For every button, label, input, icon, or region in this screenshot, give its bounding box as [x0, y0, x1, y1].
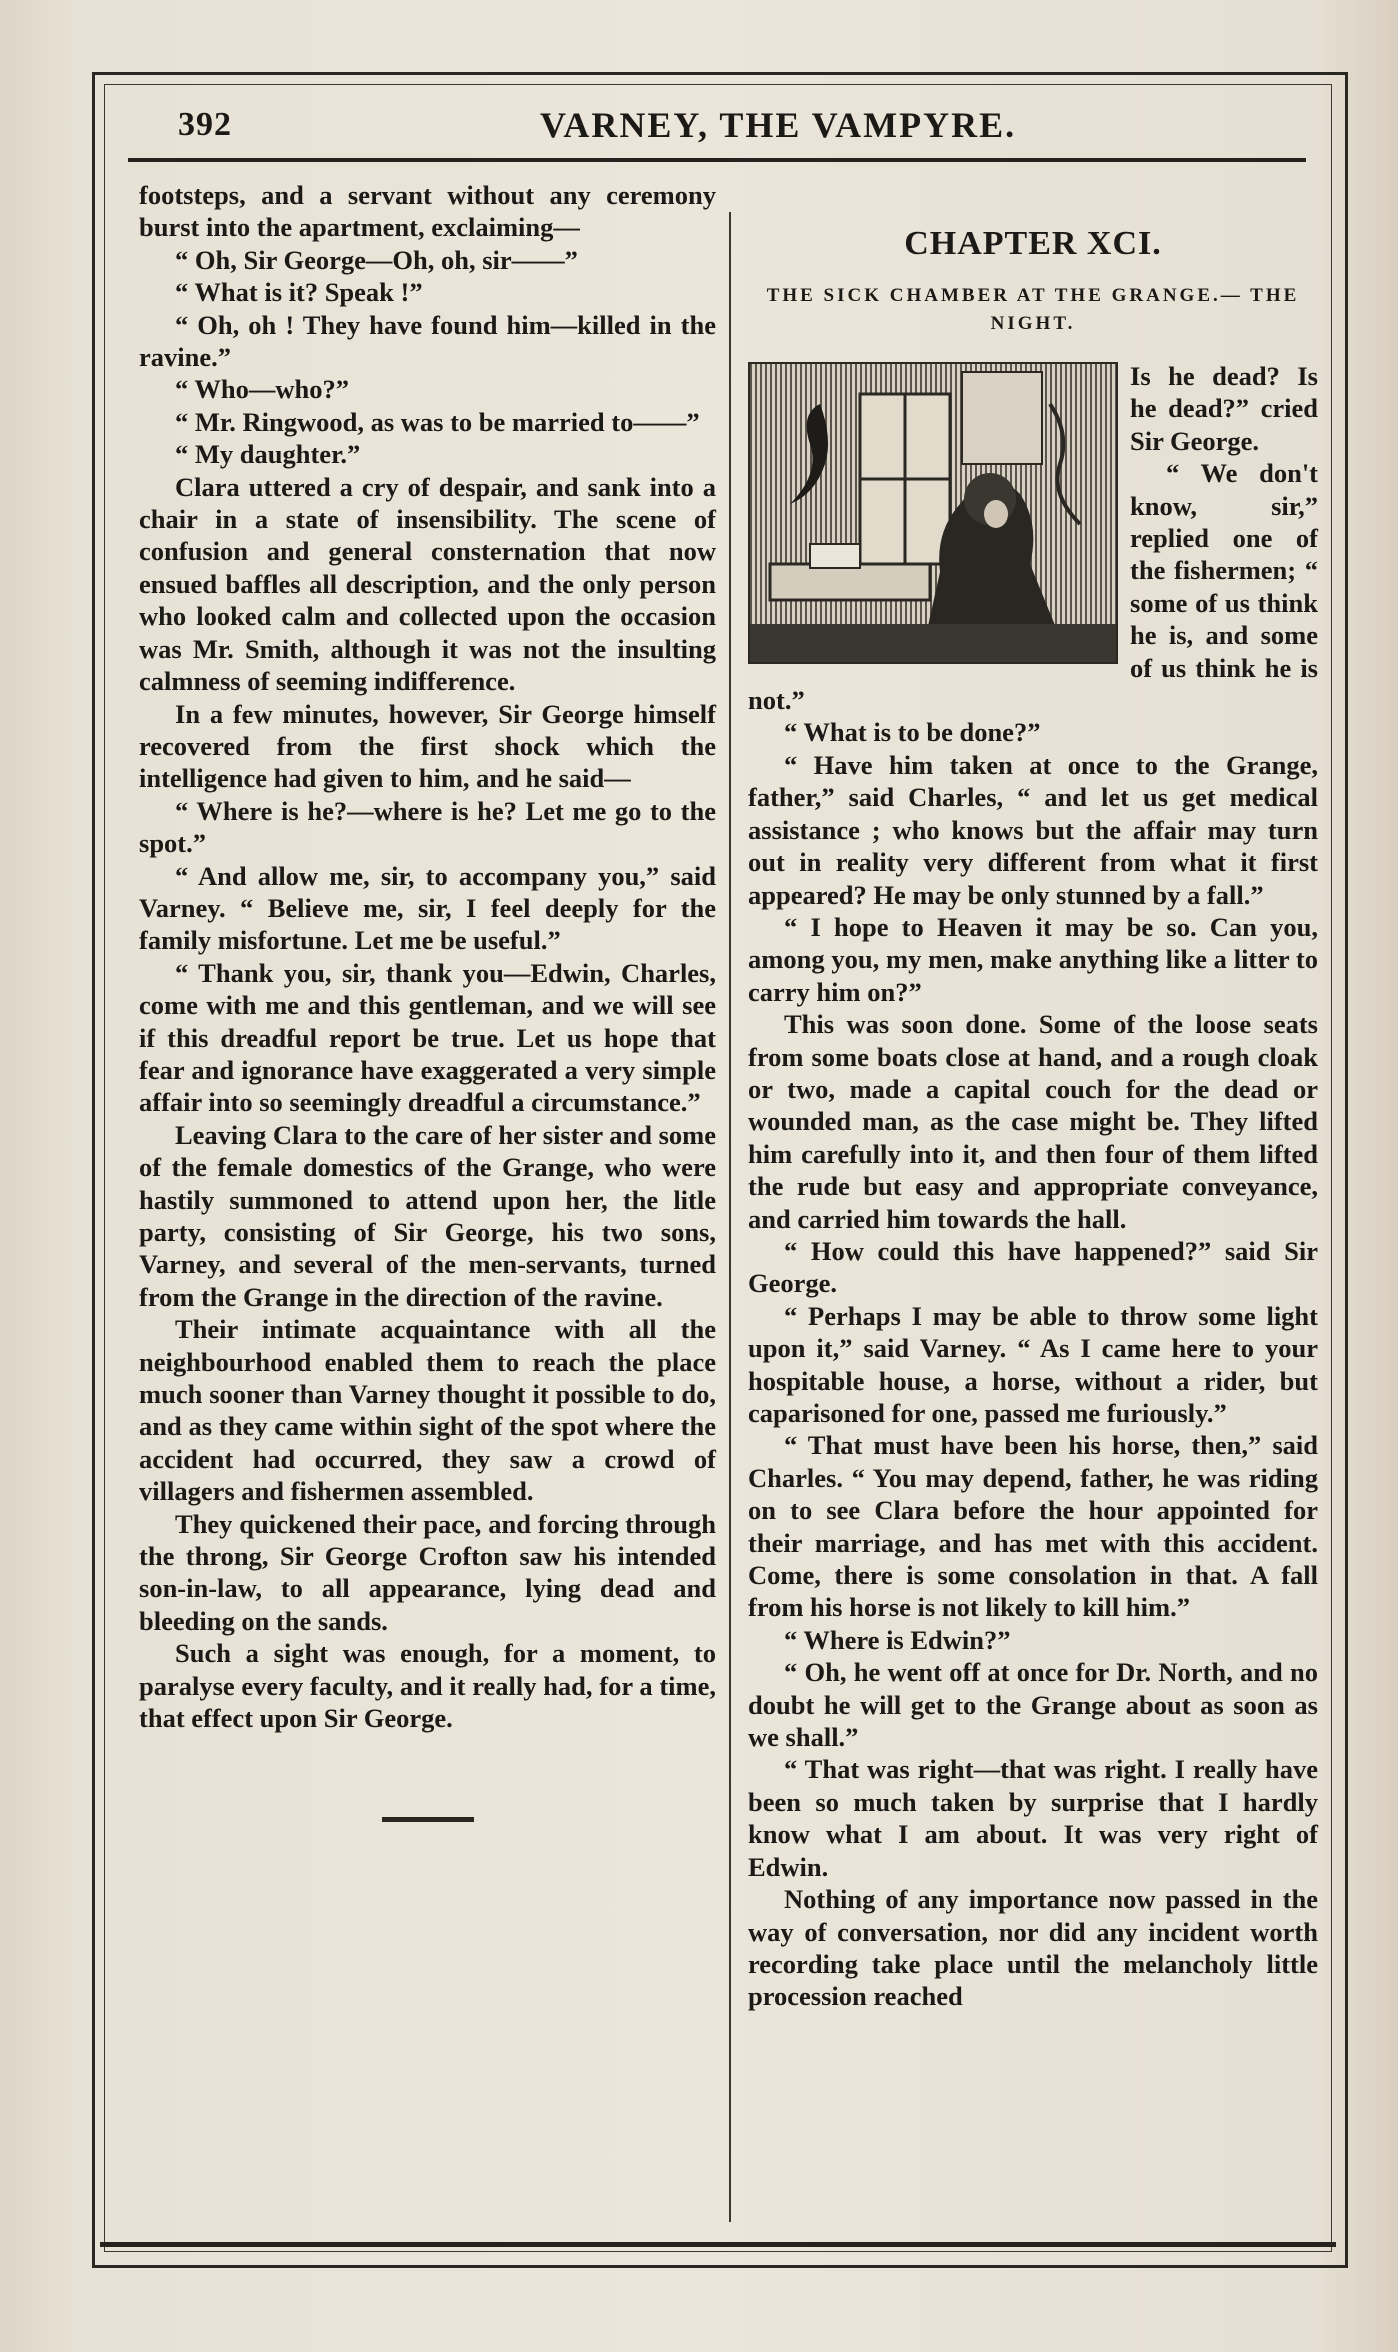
paragraph: “ My daughter.” — [175, 439, 361, 470]
paragraph: Nothing of any importance now passed in the way of conversation, nor did any incident worth recording take place until the melancholy little procession reached — [748, 1884, 1318, 2012]
paragraph: Clara uttered a cry of despair, and sank into a chair in a state of insensibility. The scene of confusion and general consternation that now ensued baffles all description, and the only person who looked calm and collected upon the occasion was Mr. Smith, although it was not the insulting calmness of seeming indifference. — [139, 471, 716, 697]
paragraph: “ Thank you, sir, thank you—Edwin, Charles, come with me and this gentleman, and we will see if this dreadful report be true. Let us hope that fear and ignorance have exaggerated a very simple affair into so seemingly dreadful a circumstance.” — [139, 957, 716, 1118]
column-divider — [729, 212, 731, 2222]
section-end-rule — [382, 1817, 474, 1822]
running-title: VARNEY, THE VAMPYRE. — [540, 105, 1017, 145]
paragraph: Such a sight was enough, for a moment, to paralyse every faculty, and it really had, for a time, that effect upon Sir George. — [139, 1638, 716, 1734]
paragraph: This was soon done. Some of the loose seats from some boats close at hand, and a rough cloak or two, made a capital couch for the dead or wounded man, as the case might be. They lifted him carefully into it, and then four of them lifted the rude but easy and appropriate conveyance, and carried him towards the hall. — [748, 1009, 1318, 1234]
woodcut-illustration — [748, 362, 1118, 664]
paragraph: “ Where is he?—where is he? Let me go to the spot.” — [139, 795, 716, 859]
paragraph: “ Oh, he went off at once for Dr. North, and no doubt he will get to the Grange about as soon as we shall.” — [748, 1657, 1318, 1753]
left-column — [139, 179, 716, 1822]
paragraph: “ Mr. Ringwood, as was to be married to——” — [175, 406, 700, 437]
illustration-drawing — [750, 364, 1116, 662]
page-number: 392 — [178, 106, 232, 143]
paragraph: Leaving Clara to the care of her sister and some of the female domestics of the Grange, who were hastily summoned to attend upon her, the litle party, consisting of Sir George, his two sons, Varney, and several of the men-servants, turned from the Grange in the direction of the ravine. — [139, 1119, 716, 1312]
paragraph: “ Have him taken at once to the Grange, father,” said Charles, “ and let us get medical assistance ; who knows but the affair may turn out in reality very different from what it first appeared? He may be only stunned by a fall.” — [748, 749, 1318, 910]
paragraph: “ How could this have happened?” said Sir George. — [748, 1235, 1318, 1299]
paragraph: “ What is it? Speak !” — [175, 277, 423, 308]
paragraph: “ That must have been his horse, then,” said Charles. “ You may depend, father, he was riding on to see Clara before the hour appointed for their marriage, and has met with this accident. Come, there is some consolation in that. A fall from his horse is not likely to kill him.” — [748, 1430, 1318, 1623]
paragraph: “ Who—who?” — [175, 374, 350, 405]
paragraph: “ I hope to Heaven it may be so. Can you, among you, my men, make anything like a litter to carry him on?” — [748, 911, 1318, 1007]
chapter-heading: CHAPTER XCI. — [904, 225, 1162, 262]
paragraph: “ Perhaps I may be able to throw some light upon it,” said Varney. “ As I came here to your hospitable house, a horse, without a rider, but caparisoned for one, passed me furiously.” — [748, 1300, 1318, 1428]
paragraph: They quickened their pace, and forcing through the throng, Sir George Crofton saw his intended son-in-law, to all appearance, lying dead and bleeding on the sands. — [139, 1508, 716, 1636]
footer-rule — [100, 2242, 1336, 2247]
paragraph: “ That was right—that was right. I really have been so much taken by surprise that I hardly know what I am about. It was very right of Edwin. — [748, 1754, 1318, 1882]
paragraph: “ And allow me, sir, to accompany you,” said Varney. “ Believe me, sir, I feel deeply for the family misfortune. Let me be useful.” — [139, 860, 716, 956]
paragraph: “ What is to be done?” — [784, 717, 1041, 748]
paragraph: “ We don't know, sir,” replied one of the fishermen; “ some of us think he is, and some of us think he is not.” — [748, 458, 1318, 716]
paragraph: Their intimate acquaintance with all the neighbourhood enabled them to reach the place much sooner than Varney thought it possible to do, and as they came within sight of the spot where the accident had occurred, they saw a crowd of villagers and fishermen assembled. — [139, 1314, 716, 1507]
chapter-subtitle: THE SICK CHAMBER AT THE GRANGE.— THE NIGHT. — [766, 285, 1300, 334]
paragraph: Is he dead? Is he dead?” cried Sir George. — [1130, 361, 1318, 456]
paragraph: footsteps, and a servant without any ceremony burst into the apartment, exclaiming— — [139, 180, 716, 243]
paragraph: “ Where is Edwin?” — [784, 1624, 1011, 1655]
paragraph: “ Oh, Sir George—Oh, oh, sir——” — [175, 244, 578, 275]
paragraph: “ Oh, oh ! They have found him—killed in the ravine.” — [139, 309, 716, 373]
paragraph: In a few minutes, however, Sir George himself recovered from the first shock which the intelligence had given to him, and he said— — [139, 698, 716, 794]
header-rule — [128, 158, 1306, 162]
right-column — [748, 212, 1318, 2013]
